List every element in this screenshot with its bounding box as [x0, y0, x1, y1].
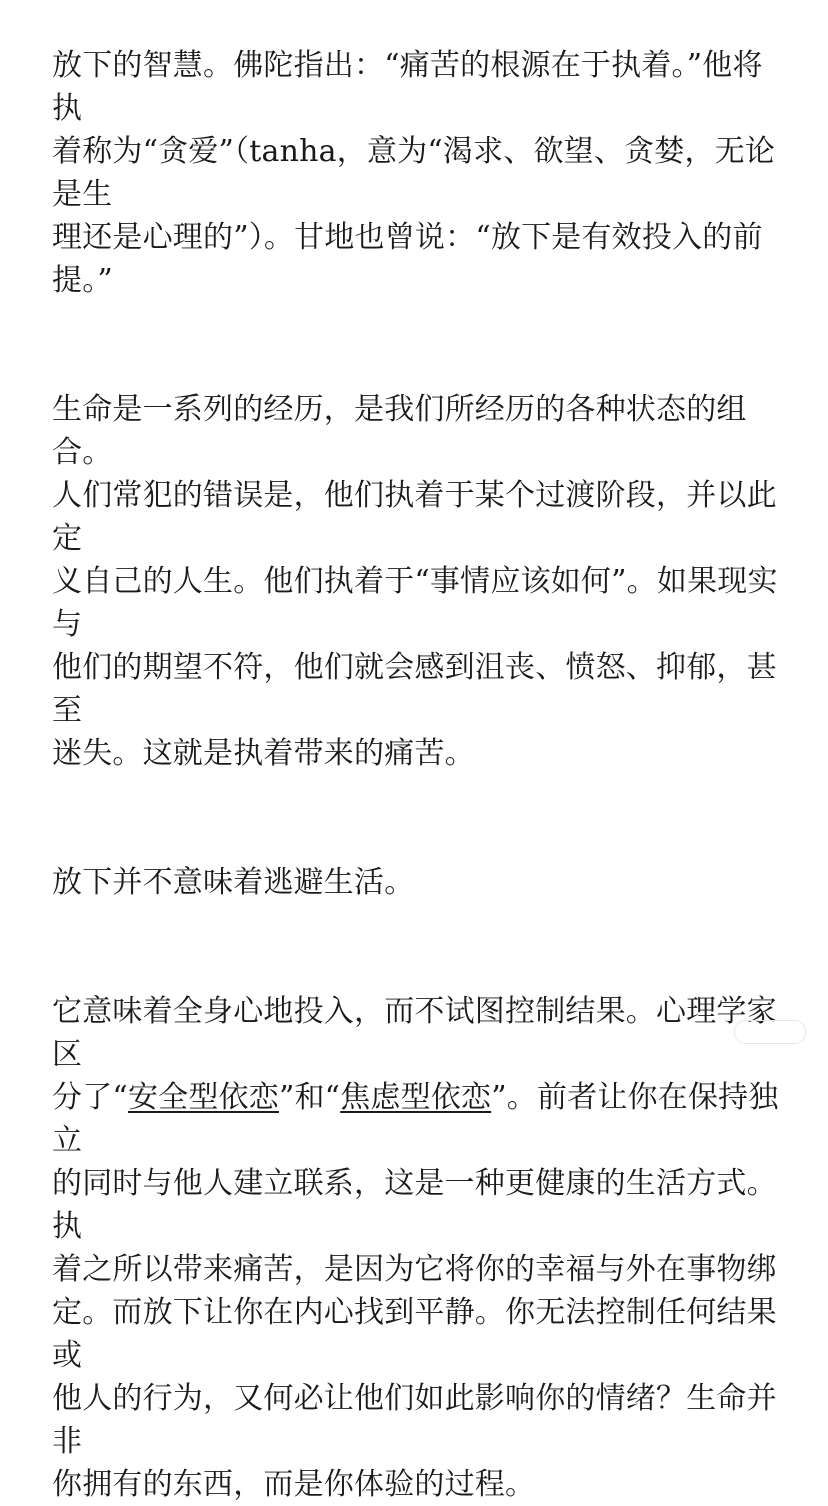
text-line: 它意味着全身心地投入，而不试图控制结果。心理学家区: [52, 994, 777, 1072]
text-line: 他人的行为，又何必让他们如此影响你的情绪？生命并非: [52, 1381, 777, 1459]
paragraph-wisdom-of-letting-go: [52, 44, 782, 302]
text-fragment: ”和“: [278, 1080, 341, 1115]
text-line-with-links: [52, 1076, 782, 1162]
text-line: 理还是心理的”）。甘地也曾说：“放下是有效投入的前: [52, 220, 763, 255]
paragraph-gap: [52, 302, 782, 388]
paragraph-gap: [52, 904, 782, 990]
text-line: 迷失。这就是执着带来的痛苦。: [52, 736, 475, 771]
text-line: 提。”: [52, 263, 113, 298]
text-fragment: ”。前者让你在保持独立: [52, 1080, 779, 1158]
paragraph-gap: [52, 775, 782, 861]
text-line: 定。而放下让你在内心找到平静。你无法控制任何结果或: [52, 1295, 777, 1373]
article-body: [52, 44, 782, 1506]
text-line: 人们常犯的错误是，他们执着于某个过渡阶段，并以此定: [52, 478, 777, 556]
watermark-badge: [734, 1020, 806, 1044]
paragraph-life-experiences: [52, 388, 782, 775]
text-line: 放下的智慧。佛陀指出：“痛苦的根源在于执着。”他将执: [52, 48, 763, 126]
text-line: 着称为“贪爱”（tanha，意为“渴求、欲望、贪婪，无论是生: [52, 134, 776, 212]
anxious-attachment-link[interactable]: 焦虑型依恋: [340, 1080, 492, 1115]
paragraph-attachment-styles: [52, 990, 782, 1506]
text-line: 他们的期望不符，他们就会感到沮丧、愤怒、抑郁，甚至: [52, 650, 777, 728]
text-line: 义自己的人生。他们执着于“事情应该如何”。如果现实与: [52, 564, 778, 642]
text-line: 着之所以带来痛苦，是因为它将你的幸福与外在事物绑: [52, 1252, 777, 1287]
secure-attachment-link[interactable]: 安全型依恋: [127, 1080, 279, 1115]
text-fragment: 分了“: [52, 1080, 128, 1115]
text-line: 你拥有的东西，而是你体验的过程。: [52, 1467, 536, 1502]
text-line: 放下并不意味着逃避生活。: [52, 865, 415, 900]
text-line: 生命是一系列的经历，是我们所经历的各种状态的组合。: [52, 392, 747, 470]
text-line: 的同时与他人建立联系，这是一种更健康的生活方式。执: [52, 1166, 777, 1244]
paragraph-not-escape: [52, 861, 782, 904]
